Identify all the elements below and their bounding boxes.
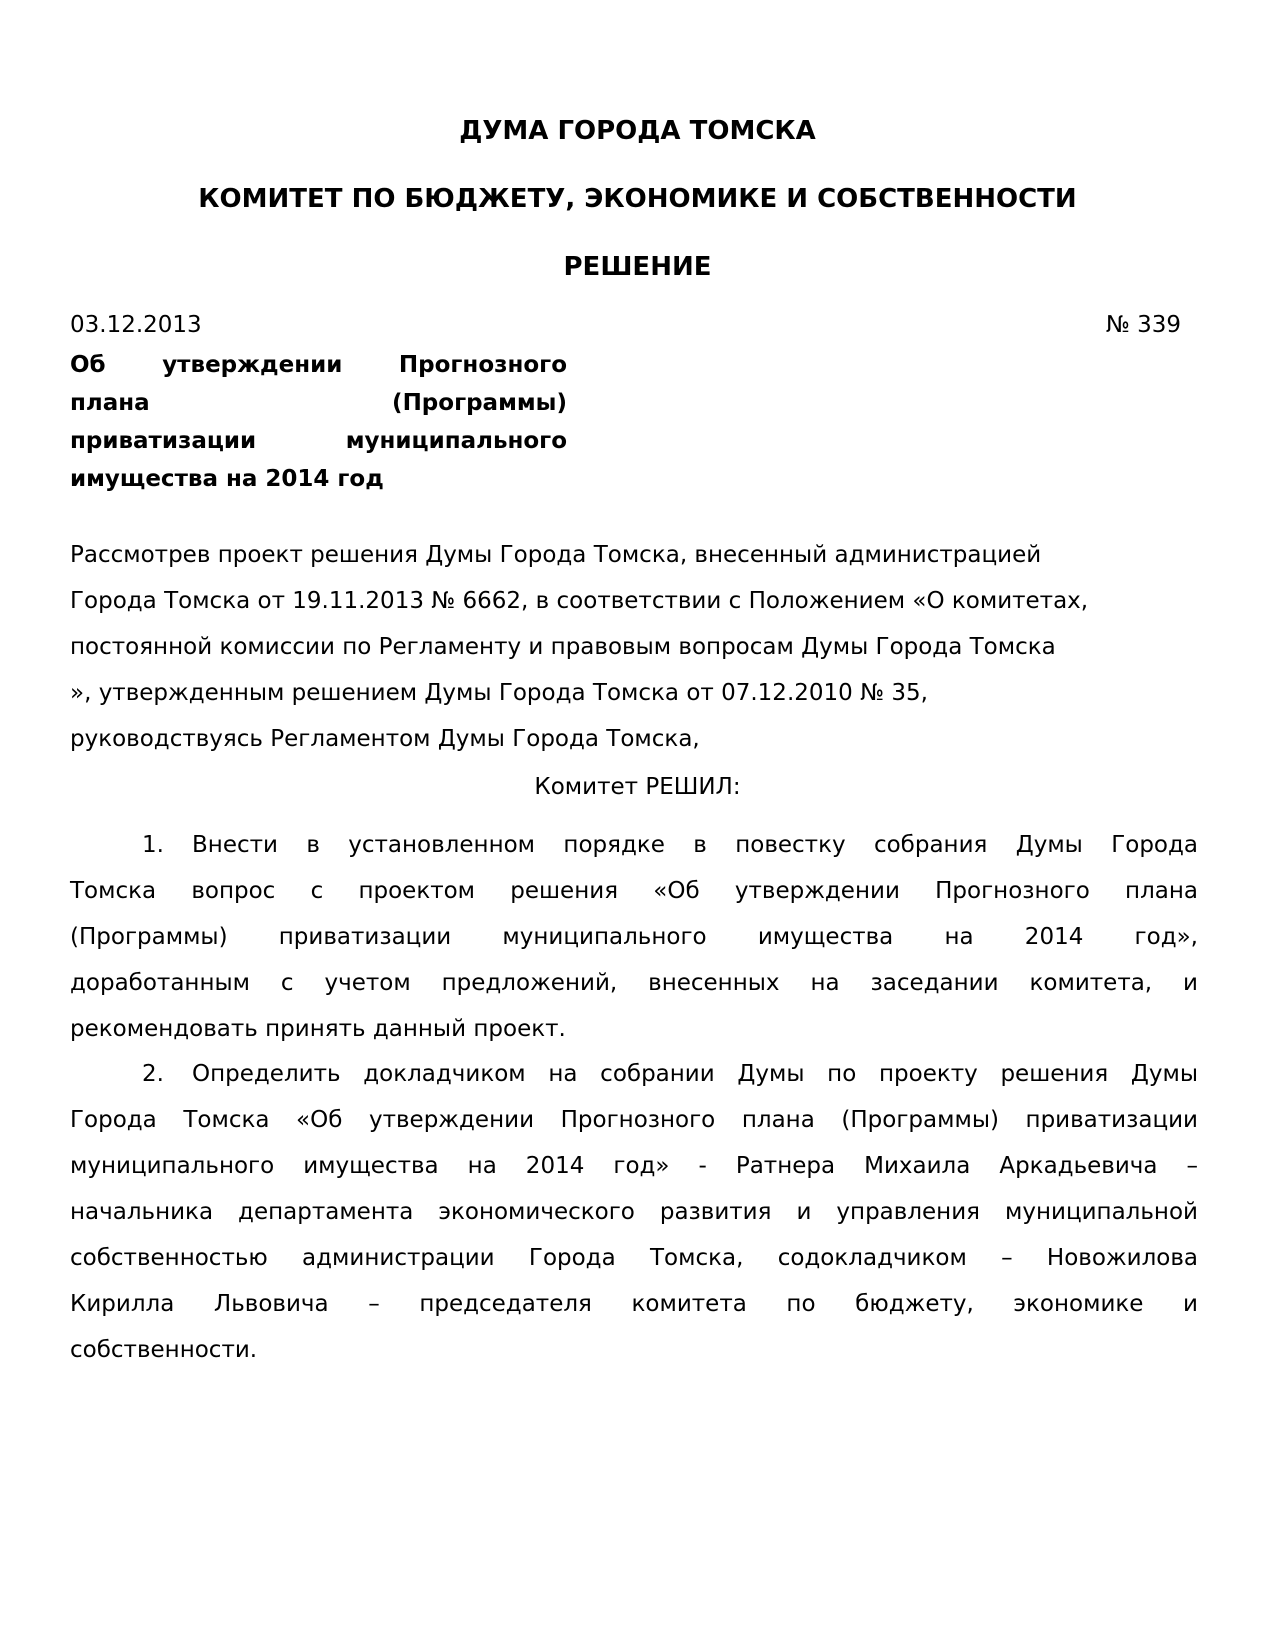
preamble-paragraph — [70, 532, 1200, 762]
preamble-line: », утвержденным решением Думы Города Томска от 07.12.2010 № 35, — [70, 680, 928, 706]
item-line — [70, 822, 1198, 868]
item-number: 1. — [142, 832, 164, 858]
item-line: муниципального имущества на 2014 год» - Ратнера Михаила Аркадьевича – — [70, 1153, 1198, 1179]
item-line: собственностью администрации Города Томска, содокладчиком – Новожилова — [70, 1245, 1198, 1271]
item-number: 2. — [142, 1061, 164, 1087]
decision-date: 03.12.2013 — [70, 312, 202, 338]
subject-line: приватизации муниципального — [70, 428, 567, 454]
document-type-title: РЕШЕНИЕ — [563, 252, 712, 282]
item-line — [70, 1051, 1198, 1097]
committee-decided-heading: Комитет РЕШИЛ: — [534, 774, 741, 800]
preamble-line: Города Томска от 19.11.2013 № 6662, в соответствии с Положением «О комитетах, — [70, 588, 1089, 614]
item-line: начальника департамента экономического развития и управления муниципальной — [70, 1199, 1198, 1225]
preamble-line: Рассмотрев проект решения Думы Города Томска, внесенный администрацией — [70, 542, 1042, 568]
subject-line: имущества на 2014 год — [70, 466, 384, 492]
subject-line: Об утверждении Прогнозного — [70, 352, 567, 378]
item-line: рекомендовать принять данный проект. — [70, 1016, 566, 1042]
decision-number: № 339 — [1105, 312, 1181, 338]
decision-item-2 — [70, 1051, 1198, 1373]
item-text: Определить докладчиком на собрании Думы по проекту решения Думы — [192, 1061, 1198, 1087]
item-line: Города Томска «Об утверждении Прогнозного плана (Программы) приватизации — [70, 1107, 1198, 1133]
organization-title: ДУМА ГОРОДА ТОМСКА — [459, 116, 816, 146]
preamble-line: руководствуясь Регламентом Думы Города Томска, — [70, 726, 700, 752]
decision-subject — [70, 346, 567, 498]
item-line: Томска вопрос с проектом решения «Об утверждении Прогнозного плана — [70, 878, 1198, 904]
subject-line: плана (Программы) — [70, 390, 567, 416]
item-line: (Программы) приватизации муниципального имущества на 2014 год», — [70, 924, 1198, 950]
item-line: Кирилла Львовича – председателя комитета по бюджету, экономике и — [70, 1291, 1198, 1317]
committee-title: КОМИТЕТ ПО БЮДЖЕТУ, ЭКОНОМИКЕ И СОБСТВЕННОСТИ — [198, 184, 1077, 214]
preamble-line: постоянной комиссии по Регламенту и правовым вопросам Думы Города Томска — [70, 634, 1056, 660]
decision-item-1 — [70, 822, 1198, 1052]
item-line: собственности. — [70, 1337, 258, 1363]
item-line: доработанным с учетом предложений, внесенных на заседании комитета, и — [70, 970, 1198, 996]
item-text: Внести в установленном порядке в повестку собрания Думы Города — [192, 832, 1198, 858]
